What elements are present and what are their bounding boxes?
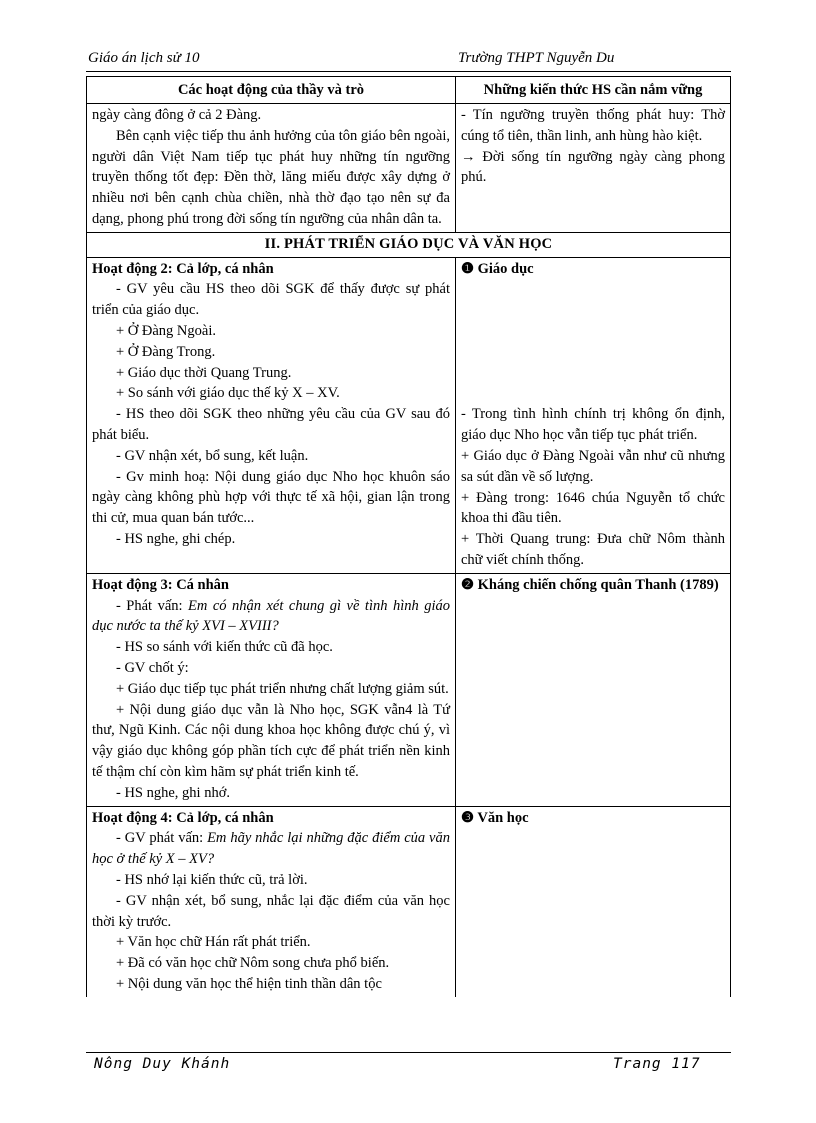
text-line: - HS theo dõi SGK theo những yêu cầu của GV sau đó phát biểu. (92, 406, 450, 443)
activity-cell (87, 257, 456, 573)
text-line: + Đã có văn học chữ Nôm song chưa phổ biến. (116, 955, 390, 972)
question-line (92, 596, 450, 638)
knowledge-line: + Đàng trong: 1646 chúa Nguyễn tổ chức khoa thi đầu tiên. (461, 489, 725, 527)
text-line: + Nội dung văn học thể hiện tinh thần dân tộc (116, 975, 382, 992)
header-course-title: Giáo án lịch sử 10 (88, 50, 200, 66)
text-line: + So sánh với giáo dục thế kỷ X – XV. (116, 385, 340, 402)
knowledge-line: + Thời Quang trung: Đưa chữ Nôm thành chữ viết chính thống. (461, 531, 725, 568)
question-text: Em có nhận xét chung gì về tình hình giáo dục nước ta thế kỷ XVI – XVIII? (92, 597, 450, 635)
question-text: Em hãy nhắc lại những đặc điểm của văn học ở thế kỷ X – XV? (92, 830, 450, 868)
knowledge-line: + Giáo dục ở Đàng Ngoài vẫn như cũ nhưng sa sút dần về số lượng. (461, 447, 725, 485)
knowledge-line: - Tín ngưỡng truyền thống phát huy: Thờ cúng tổ tiên, thần linh, anh hùng hào kiệt. (461, 107, 725, 144)
table-row (87, 573, 731, 806)
knowledge-line: → Đời sống tín ngưỡng ngày càng phong phú. (461, 148, 725, 186)
text-line: - GV chốt ý: (116, 659, 189, 676)
footer-rule (86, 1052, 731, 1053)
column-header-knowledge: Những kiến thức HS cần nắm vững (456, 77, 731, 104)
text-line: + Giáo dục tiếp tục phát triển nhưng chất lượng giảm sút. (116, 680, 449, 697)
activity-heading: Hoạt động 3: Cá nhân (92, 576, 229, 593)
question-prefix: - Phát vấn: (116, 597, 189, 614)
subsection-title-resistance: ❷ Kháng chiến chống quân Thanh (1789) (461, 576, 719, 593)
text-line: + Giáo dục thời Quang Trung. (116, 364, 292, 381)
footer-author: Nông Duy Khánh (94, 1056, 231, 1072)
question-prefix: - GV phát vấn: (116, 830, 208, 847)
activity-cell (87, 573, 456, 806)
knowledge-cell (456, 806, 731, 997)
knowledge-cell (456, 573, 731, 806)
text-line: + Văn học chữ Hán rất phát triển. (116, 934, 311, 951)
knowledge-line: - Trong tình hình chính trị không ổn định, giáo dục Nho học vẫn tiếp tục phát triển. (461, 406, 725, 444)
knowledge-cell (456, 104, 731, 233)
table-row (87, 257, 731, 573)
text-line: - GV nhận xét, bổ sung, nhắc lại đặc điểm của văn học thời kỳ trước. (92, 892, 450, 930)
subsection-title-literature: ❸ Văn học (461, 809, 529, 826)
text-line: - GV nhận xét, bổ sung, kết luận. (116, 447, 309, 464)
question-line (92, 828, 450, 870)
subsection-title-education: ❶ Giáo dục (461, 260, 534, 277)
paragraph: Bên cạnh việc tiếp thu ảnh hưởng của tôn giáo bên ngoài, người dân Việt Nam tiếp tục phát huy những tín ngưỡng truyền thống tốt đẹp: Đền thờ, lăng miếu được xây dựng ở nhiều nơi bên cạnh chùa chiền, nhà thờ đạo tạo nên sự đa dạng, phong phú trong đời sống tín ngưỡng của nhân dân ta. (92, 127, 450, 227)
text-line: - Gv minh hoạ: Nội dung giáo dục Nho học khuôn sáo ngày càng không phù hợp với thực tế xã hội, gian lận trong thi cử, mua quan bán tước... (92, 468, 450, 527)
column-header-activities: Các hoạt động của thầy và trò (87, 77, 456, 104)
activity-cell (87, 104, 456, 233)
activity-heading: Hoạt động 4: Cả lớp, cá nhân (92, 809, 274, 826)
text-line: - GV yêu cầu HS theo dõi SGK để thấy được sự phát triển của giáo dục. (92, 281, 450, 319)
table-row (87, 806, 731, 997)
section-title: II. PHÁT TRIỂN GIÁO DỤC VÀ VĂN HỌC (87, 232, 731, 257)
table-header-row (87, 77, 731, 104)
lesson-table (86, 76, 731, 997)
section-row (87, 232, 731, 257)
text-line: - HS nghe, ghi nhớ. (116, 784, 230, 801)
header-rule (86, 71, 731, 72)
header-school-name: Trường THPT Nguyễn Du (458, 50, 615, 66)
text-line: - HS nghe, ghi chép. (116, 530, 236, 547)
text-line: + Ở Đàng Ngoài. (116, 322, 216, 339)
page-header (88, 50, 730, 70)
spacer (461, 279, 725, 404)
activity-cell (87, 806, 456, 997)
knowledge-cell (456, 257, 731, 573)
activity-heading: Hoạt động 2: Cả lớp, cá nhân (92, 260, 274, 277)
text-line: + Ở Đàng Trong. (116, 343, 216, 360)
footer-page-number: Trang 117 (613, 1056, 701, 1072)
text-line: - HS nhớ lại kiến thức cũ, trả lời. (116, 871, 308, 888)
text-line: ngày càng đông ở cả 2 Đàng. (92, 107, 262, 123)
table-row (87, 104, 731, 233)
text-line: + Nội dung giáo dục vẫn là Nho học, SGK vẫn4 là Tứ thư, Ngũ Kinh. Các nội dung khoa học không được chú ý, vì vậy giáo dục không góp phần tích cực để phát triển nền kinh tế thậm chí còn kìm hãm sự phát triển kinh tế. (92, 701, 450, 780)
text-line: - HS so sánh với kiến thức cũ đã học. (116, 639, 333, 656)
